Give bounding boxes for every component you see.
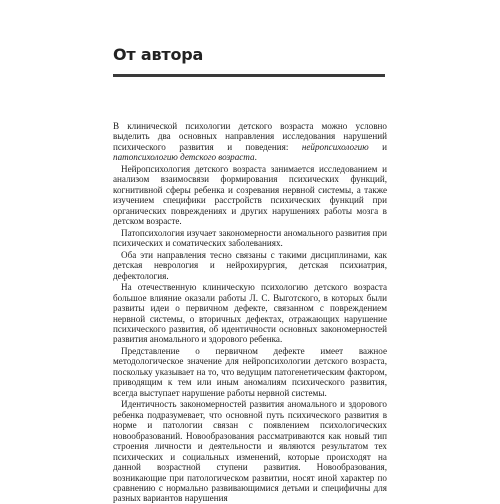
paragraph-disciplines: Оба эти направления тесно связаны с такими дисциплинами, как детская неврология и нейрохирургия, детская психиатрия, дефектология. [113,249,387,281]
paragraph-identity: Идентичность закономерностей развития аномального и здорового ребенка подразумевает, что основной путь психического развития в норме и патологии связан с появлением психологических новообразований. Новообразования рассматриваются как новый тип строения личности и деятельности и являются результатом тех психических и социальных изменений, которые происходят на данной возрастной ступени развития. Новообразования, возникающие при патологическом развитии, носят иной характер по сравнению с нормально развивающимися детьми и специфичны для разных вариантов нарушения [113,399,387,504]
body-text [113,121,387,504]
intro-text: В клинической психологии детского возраста можно условно выделить два основных направления исследования нарушений психического развития и поведения: [113,121,387,152]
title-underline-rule [113,74,385,77]
paragraph-primary-defect: Представление о первичном дефекте имеет важное методологическое значение для нейропсихологии детского возраста, поскольку указывает на то, что ведущим патогенетическим фактором, приводящим к тем или иным аномалиям психического развития, всегда выступает нарушение работы нервной системы. [113,345,387,398]
paragraph-pathopsychology: Патопсихология изучает закономерности аномального развития при психических и соматических заболеваниях. [113,227,387,249]
chapter-header [113,45,385,77]
chapter-title: От автора [113,45,204,64]
term-pathopsychology: патопсихологию детского возраста [113,152,255,163]
paragraph-neuropsychology: Нейропсихология детского возраста занимается исследованием и анализом взаимосвязи формирования психических функций, когнитивной сферы ребенка и созревания нервной системы, а также изучением специфики расстройств психических функций при органических повреждениях и других нарушениях работы мозга в детском возрасте. [113,163,387,227]
term-neuropsychology: нейропсихологию [301,141,369,152]
intro-end: . [254,152,257,163]
paragraph-intro [113,121,387,163]
intro-connector: и [368,141,387,152]
paragraph-vygotsky: На отечественную клиническую психологию детского возраста большое влияние оказали работы Л. С. Выготского, в которых были развиты идеи о первичном дефекте, связанном с повреждением нервной системы, о вторичных дефектах, отражающих нарушение психического развития, об идентичности основных закономерностей развития аномального и здорового ребенка. [113,282,387,345]
